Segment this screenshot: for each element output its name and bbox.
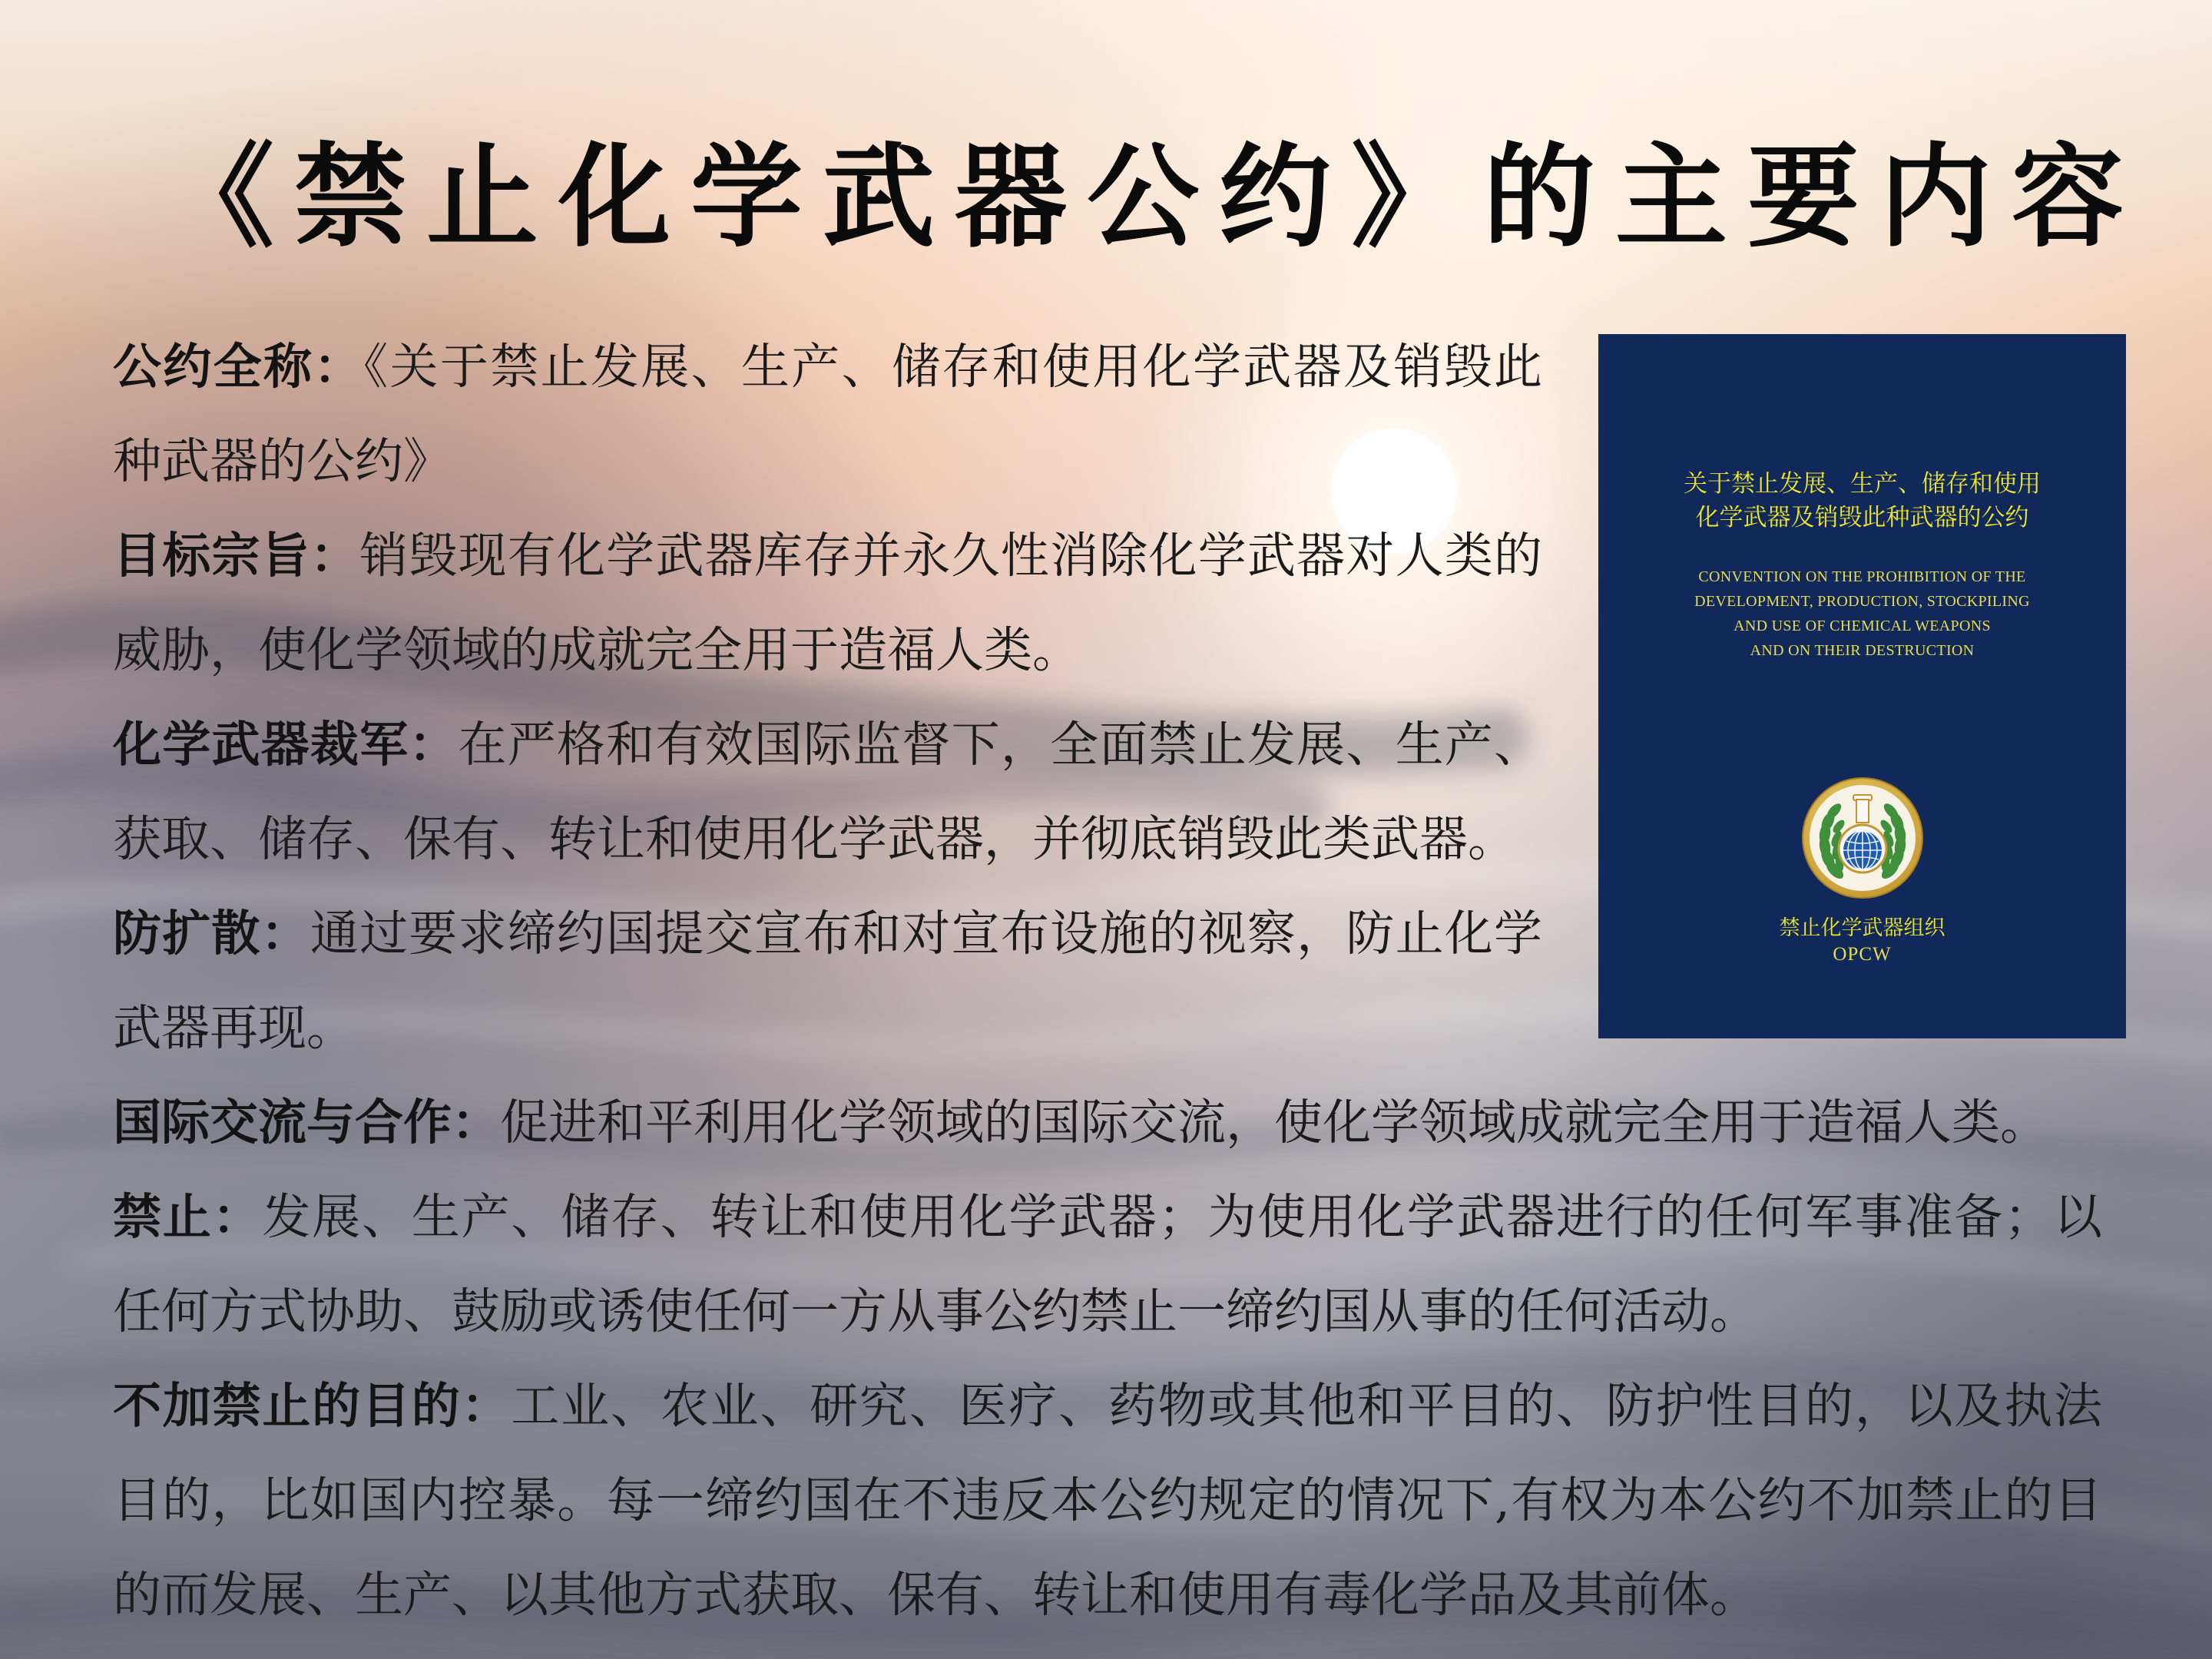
- cover-title-chinese-line: 关于禁止发展、生产、储存和使用: [1684, 470, 2041, 498]
- section-label: 禁止：: [113, 1189, 263, 1245]
- section-text: 获取、储存、保有、转让和使用化学武器，并彻底销毁此类武器。: [113, 811, 1516, 867]
- cover-title-english: [1598, 565, 2126, 663]
- section-line: [113, 697, 1542, 792]
- cover-organization-acronym: OPCW: [1833, 944, 1892, 965]
- section-line: [113, 320, 1542, 414]
- section-label: 不加禁止的目的：: [113, 1378, 512, 1434]
- section-line: [113, 1359, 2102, 1453]
- page-title: 《禁止化学武器公约》的主要内容: [162, 131, 2144, 263]
- section-disarmament: [113, 697, 1542, 886]
- section-text: 种武器的公约》: [113, 433, 452, 489]
- section-label: 化学武器裁军：: [113, 717, 459, 773]
- section-line: [113, 603, 1542, 697]
- section-objective: [113, 508, 1542, 697]
- section-line: [113, 1170, 2102, 1264]
- section-line: [113, 1264, 2102, 1359]
- section-full-name: [113, 320, 1542, 508]
- cover-title-english-line: DEVELOPMENT, PRODUCTION, STOCKPILING: [1694, 593, 2030, 610]
- cover-title-chinese: [1598, 467, 2126, 535]
- section-line: [113, 414, 1542, 508]
- section-non-proliferation: [113, 886, 1542, 1075]
- section-line: [113, 1548, 2102, 1642]
- cover-organization-chinese: 禁止化学武器组织: [1779, 916, 1945, 940]
- section-line: [113, 508, 1542, 603]
- section-text: 通过要求缔约国提交宣布和对宣布设施的视察，防止化学: [310, 906, 1543, 962]
- cover-title-chinese-line: 化学武器及销毁此种武器的公约: [1695, 504, 2029, 531]
- section-label: 防扩散：: [113, 906, 310, 962]
- section-text: 在严格和有效国际监督下，全面禁止发展、生产、: [458, 717, 1542, 773]
- section-text: 的而发展、生产、以其他方式获取、保有、转让和使用有毒化学品及其前体。: [113, 1567, 1758, 1623]
- section-international-cooperation: [113, 1075, 2102, 1170]
- section-permitted-purposes: [113, 1359, 2102, 1642]
- section-text: 《关于禁止发展、生产、储存和使用化学武器及销毁此: [363, 339, 1543, 395]
- section-line: [113, 792, 1542, 886]
- cover-title-english-line: AND ON THEIR DESTRUCTION: [1750, 642, 1975, 659]
- section-label: 目标宗旨：: [113, 528, 360, 584]
- convention-book-cover: [1598, 334, 2126, 1038]
- section-text: 任何方式协助、鼓励或诱使任何一方从事公约禁止一缔约国从事的任何活动。: [113, 1283, 1758, 1339]
- opcw-emblem-icon: [1801, 777, 1924, 899]
- section-text: 工业、农业、研究、医疗、药物或其他和平目的、防护性目的，以及执法: [511, 1378, 2102, 1434]
- cover-title-english-line: CONVENTION ON THE PROHIBITION OF THE: [1698, 568, 2026, 585]
- section-line: [113, 981, 1542, 1075]
- section-text: 目的，比如国内控暴。每一缔约国在不违反本公约规定的情况下,有权为本公约不加禁止的目: [113, 1472, 2102, 1528]
- section-text: 威胁，使化学领域的成就完全用于造福人类。: [113, 622, 1081, 678]
- section-label: 国际交流与合作：: [113, 1094, 500, 1151]
- section-prohibitions: [113, 1170, 2102, 1359]
- section-text: 促进和平利用化学领域的国际交流，使化学领域成就完全用于造福人类。: [500, 1094, 2048, 1151]
- section-text: 销毁现有化学武器库存并永久性消除化学武器对人类的: [359, 528, 1543, 584]
- section-text: 武器再现。: [113, 1000, 355, 1056]
- section-label: 公约全称：: [113, 339, 364, 395]
- section-line: [113, 886, 1542, 981]
- cover-title-english-line: AND USE OF CHEMICAL WEAPONS: [1734, 618, 1991, 634]
- section-text: 发展、生产、储存、转让和使用化学武器；为使用化学武器进行的任何军事准备；以: [262, 1189, 2103, 1245]
- section-line: [113, 1075, 2102, 1170]
- section-line: [113, 1453, 2102, 1548]
